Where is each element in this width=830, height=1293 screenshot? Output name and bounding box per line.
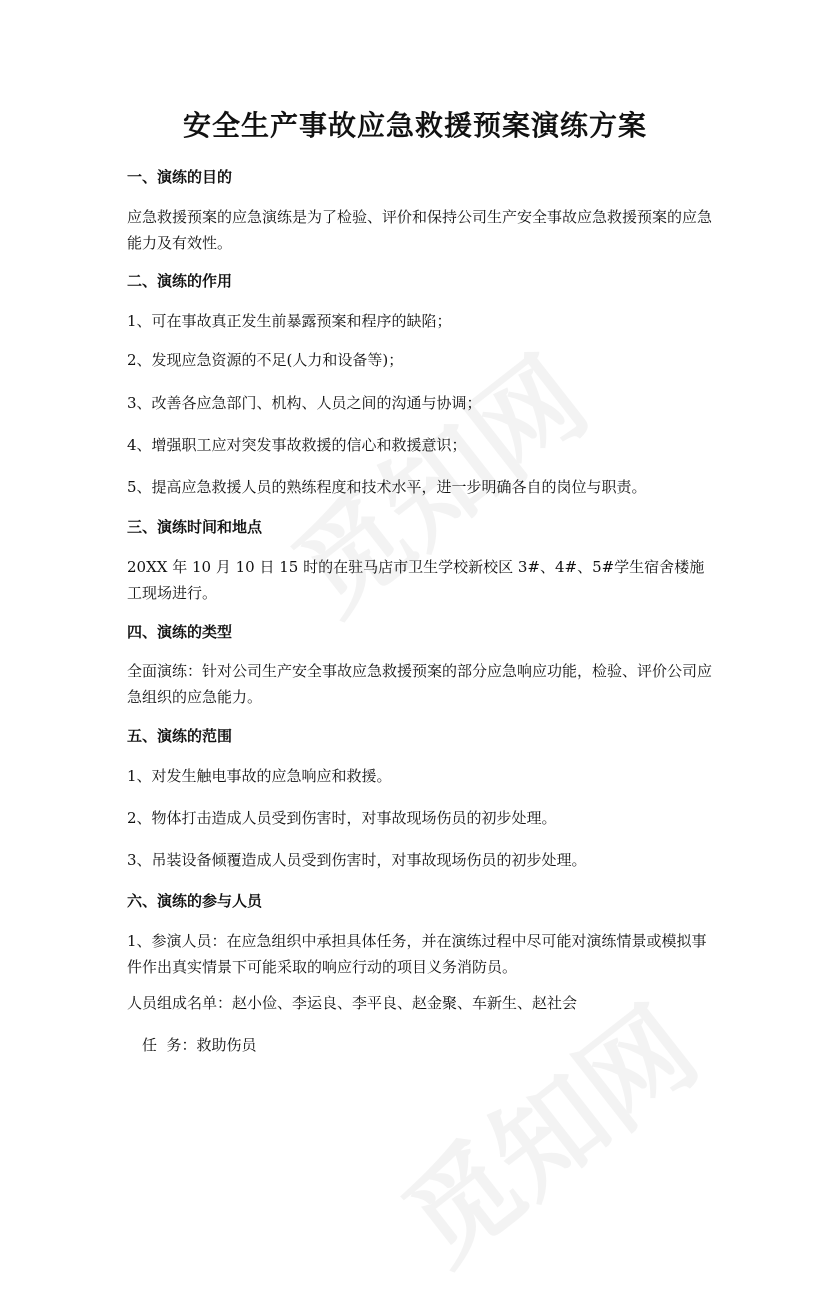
document-title: 安全生产事故应急救援预案演练方案 — [182, 109, 647, 142]
section-heading-type: 四、演练的类型 — [127, 623, 233, 641]
paragraph-members: 人员组成名单：赵小俭、李运良、李平良、赵金聚、车新生、赵社会 — [127, 994, 578, 1012]
list-item: 1、对发生触电事故的应急响应和救援。 — [127, 767, 392, 785]
paragraph-purpose: 应急救援预案的应急演练是为了检验、评价和保持公司生产安全事故应急救援预案的应急能力及有效性。 — [127, 208, 713, 252]
section-heading-participants: 六、演练的参与人员 — [127, 892, 263, 910]
section-heading-scope: 五、演练的范围 — [127, 727, 233, 745]
section-heading-purpose: 一、演练的目的 — [127, 168, 233, 186]
section-heading-role: 二、演练的作用 — [127, 272, 233, 290]
list-item: 4、增强职工应对突发事故救援的信心和救援意识； — [127, 436, 467, 454]
paragraph-participants: 1、参演人员：在应急组织中承担具体任务，并在演练过程中尽可能对演练情景或模拟事件作出真实情景下可能采取的响应行动的项目义务消防员。 — [127, 932, 707, 976]
paragraph-task: 任 务：救助伤员 — [142, 1036, 257, 1054]
list-item: 5、提高应急救援人员的熟练程度和技术水平，进一步明确各自的岗位与职责。 — [127, 478, 647, 496]
list-item: 3、改善各应急部门、机构、人员之间的沟通与协调； — [127, 394, 482, 412]
list-item: 3、吊装设备倾覆造成人员受到伤害时，对事故现场伤员的初步处理。 — [127, 851, 587, 869]
paragraph-time-place: 20XX 年 10 月 10 日 15 时的在驻马店市卫生学校新校区 3#、4#、5#学生宿舍楼施工现场进行。 — [127, 558, 705, 602]
list-item: 2、发现应急资源的不足(人力和设备等)； — [127, 351, 404, 369]
paragraph-type: 全面演练：针对公司生产安全事故应急救援预案的部分应急响应功能，检验、评价公司应急组织的应急能力。 — [127, 662, 713, 706]
section-heading-time-place: 三、演练时间和地点 — [127, 518, 263, 536]
list-item: 1、可在事故真正发生前暴露预案和程序的缺陷； — [127, 312, 452, 330]
list-item: 2、物体打击造成人员受到伤害时，对事故现场伤员的初步处理。 — [127, 809, 557, 827]
